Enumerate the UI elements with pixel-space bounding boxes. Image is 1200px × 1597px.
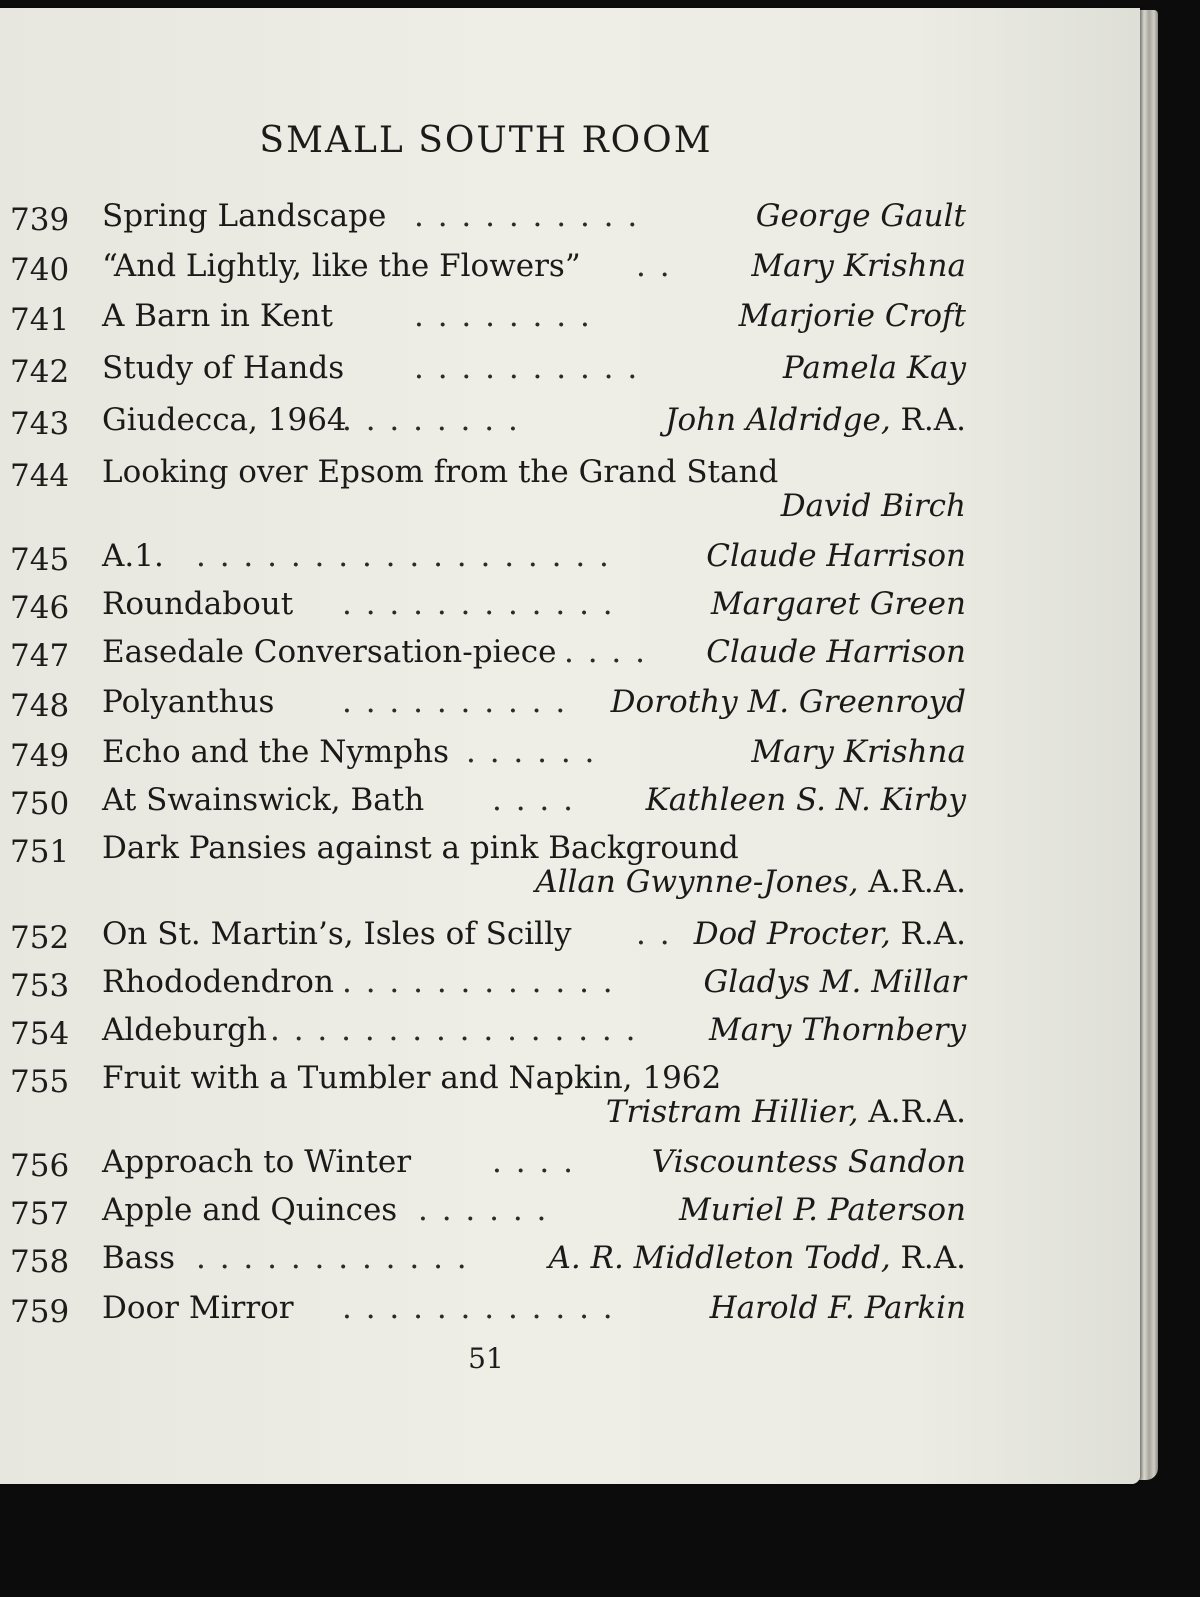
entry-title: “And Lightly, like the Flowers”	[102, 248, 581, 284]
artist-suffix: A.R.A.	[858, 864, 966, 900]
room-heading: SMALL SOUTH ROOM	[259, 120, 713, 161]
artist-name: Marjorie Croft	[738, 298, 966, 334]
entry-number: 754	[10, 1016, 70, 1052]
dot-leader: . .	[636, 916, 672, 952]
dot-leader: . . . . . . . . . .	[414, 350, 640, 386]
artist-name: Tristram Hillier,	[605, 1094, 859, 1130]
entry-artist	[781, 486, 966, 526]
entry-753	[0, 958, 1140, 1006]
entry-739	[0, 192, 1140, 240]
artist-suffix: R.A.	[890, 916, 966, 952]
entry-artist	[739, 296, 966, 336]
entry-748	[0, 678, 1140, 726]
dot-leader: . . . . . . . . . .	[414, 198, 640, 234]
artist-name: Kathleen S. N. Kirby	[645, 782, 966, 818]
entry-artist	[606, 1092, 966, 1132]
entry-title: Easedale Conversation-piece	[102, 634, 557, 670]
entry-755	[0, 1054, 1140, 1130]
artist-suffix: R.A.	[890, 1240, 966, 1276]
dot-leader: . . . .	[492, 1144, 575, 1180]
entry-title: A Barn in Kent	[102, 298, 333, 334]
entry-title: Looking over Epsom from the Grand Stand	[102, 454, 779, 490]
entry-number: 752	[10, 920, 70, 956]
entry-number: 739	[10, 202, 70, 238]
entry-number: 746	[10, 590, 70, 626]
artist-name: Margaret Green	[710, 586, 966, 622]
entry-title: At Swainswick, Bath	[102, 782, 425, 818]
entry-number: 757	[10, 1196, 70, 1232]
entry-number: 759	[10, 1294, 70, 1330]
entry-artist	[706, 536, 966, 576]
dot-leader: . . . .	[564, 634, 647, 670]
artist-name: Muriel P. Paterson	[679, 1192, 966, 1228]
entry-759	[0, 1284, 1140, 1332]
entry-740	[0, 242, 1140, 290]
entry-title: Study of Hands	[102, 350, 345, 386]
entry-artist	[711, 584, 966, 624]
entry-747	[0, 628, 1140, 676]
entry-artist	[703, 962, 966, 1002]
entry-741	[0, 292, 1140, 340]
dot-leader: . . . . . . . .	[342, 402, 520, 438]
artist-suffix: A.R.A.	[858, 1094, 966, 1130]
entry-title: Apple and Quinces	[102, 1192, 398, 1228]
entry-artist	[611, 682, 966, 722]
entry-number: 744	[10, 458, 70, 494]
entry-751	[0, 824, 1140, 900]
dot-leader: . . . . . . . . . . . .	[196, 1240, 469, 1276]
entry-title: Approach to Winter	[102, 1144, 412, 1180]
entry-number: 745	[10, 542, 70, 578]
artist-suffix: R.A.	[890, 402, 966, 438]
entry-number: 753	[10, 968, 70, 1004]
artist-name: John Aldridge,	[665, 402, 891, 438]
entry-742	[0, 344, 1140, 392]
entry-artist	[751, 732, 966, 772]
dot-leader: . . . .	[492, 782, 575, 818]
entry-number: 740	[10, 252, 70, 288]
entry-number: 758	[10, 1244, 70, 1280]
entry-title: Echo and the Nymphs	[102, 734, 449, 770]
entry-number: 741	[10, 302, 70, 338]
entry-title: Polyanthus	[102, 684, 275, 720]
entry-number: 751	[10, 834, 70, 870]
entry-title: A.1.	[102, 538, 164, 574]
entry-title: Dark Pansies against a pink Background	[102, 830, 739, 866]
artist-name: Claude Harrison	[706, 634, 966, 670]
entry-artist	[549, 1238, 966, 1278]
dot-leader: . . . . . . . . . . . . . . . .	[270, 1012, 638, 1048]
entry-752	[0, 910, 1140, 958]
entry-artist	[535, 862, 966, 902]
artist-name: David Birch	[780, 488, 966, 524]
dot-leader: . . . . . . . . . .	[342, 684, 568, 720]
entry-number: 748	[10, 688, 70, 724]
entry-title: Aldeburgh	[102, 1012, 267, 1048]
artist-name: Allan Gwynne-Jones,	[535, 864, 859, 900]
entry-artist	[783, 348, 966, 388]
entry-artist	[646, 780, 966, 820]
entry-title: Rhododendron	[102, 964, 334, 1000]
artist-name: Harold F. Parkin	[709, 1290, 966, 1326]
entry-number: 756	[10, 1148, 70, 1184]
entry-artist	[751, 246, 966, 286]
entry-artist	[665, 400, 966, 440]
entry-artist	[652, 1142, 966, 1182]
dot-leader: . . . . . . . . . . . .	[342, 964, 615, 1000]
entry-title: Bass	[102, 1240, 176, 1276]
artist-name: Dod Procter,	[693, 916, 891, 952]
entry-title: Fruit with a Tumbler and Napkin, 1962	[102, 1060, 722, 1096]
artist-name: Gladys M. Millar	[703, 964, 966, 1000]
artist-name: Mary Krishna	[751, 734, 966, 770]
entry-title: On St. Martin’s, Isles of Scilly	[102, 916, 572, 952]
entry-number: 755	[10, 1064, 70, 1100]
artist-name: Mary Krishna	[751, 248, 966, 284]
entry-artist	[756, 196, 966, 236]
artist-name: Claude Harrison	[706, 538, 966, 574]
artist-name: Viscountess Sandon	[651, 1144, 966, 1180]
entry-743	[0, 396, 1140, 444]
entry-756	[0, 1138, 1140, 1186]
entry-number: 743	[10, 406, 70, 442]
entry-artist	[694, 914, 966, 954]
artist-name: A. R. Middleton Todd,	[548, 1240, 891, 1276]
entry-number: 750	[10, 786, 70, 822]
artist-name: Pamela Kay	[782, 350, 966, 386]
entry-754	[0, 1006, 1140, 1054]
dot-leader: . . . . . . . .	[414, 298, 592, 334]
entry-749	[0, 728, 1140, 776]
dot-leader: . . . . . . . . . . . .	[342, 1290, 615, 1326]
dot-leader: . . . . . . . . . . . . . . . . . .	[196, 538, 611, 574]
entry-title: Giudecca, 1964	[102, 402, 347, 438]
entry-758	[0, 1234, 1140, 1282]
catalogue-page	[0, 8, 1140, 1484]
entry-number: 747	[10, 638, 70, 674]
dot-leader: . . . . . .	[466, 734, 597, 770]
entry-745	[0, 532, 1140, 580]
entry-artist	[709, 1010, 966, 1050]
page-number: 51	[468, 1342, 504, 1375]
dot-leader: . .	[636, 248, 672, 284]
dot-leader: . . . . . . . . . . . .	[342, 586, 615, 622]
artist-name: George Gault	[755, 198, 966, 234]
entry-750	[0, 776, 1140, 824]
entry-757	[0, 1186, 1140, 1234]
entry-number: 742	[10, 354, 70, 390]
entry-artist	[706, 632, 966, 672]
entry-artist	[679, 1190, 966, 1230]
artist-name: Dorothy M. Greenroyd	[610, 684, 966, 720]
artist-name: Mary Thornbery	[708, 1012, 966, 1048]
entry-title: Roundabout	[102, 586, 294, 622]
dot-leader: . . . . . .	[418, 1192, 549, 1228]
entry-title: Door Mirror	[102, 1290, 294, 1326]
entry-746	[0, 580, 1140, 628]
entry-artist	[710, 1288, 966, 1328]
entry-title: Spring Landscape	[102, 198, 387, 234]
entry-number: 749	[10, 738, 70, 774]
entry-744	[0, 448, 1140, 524]
